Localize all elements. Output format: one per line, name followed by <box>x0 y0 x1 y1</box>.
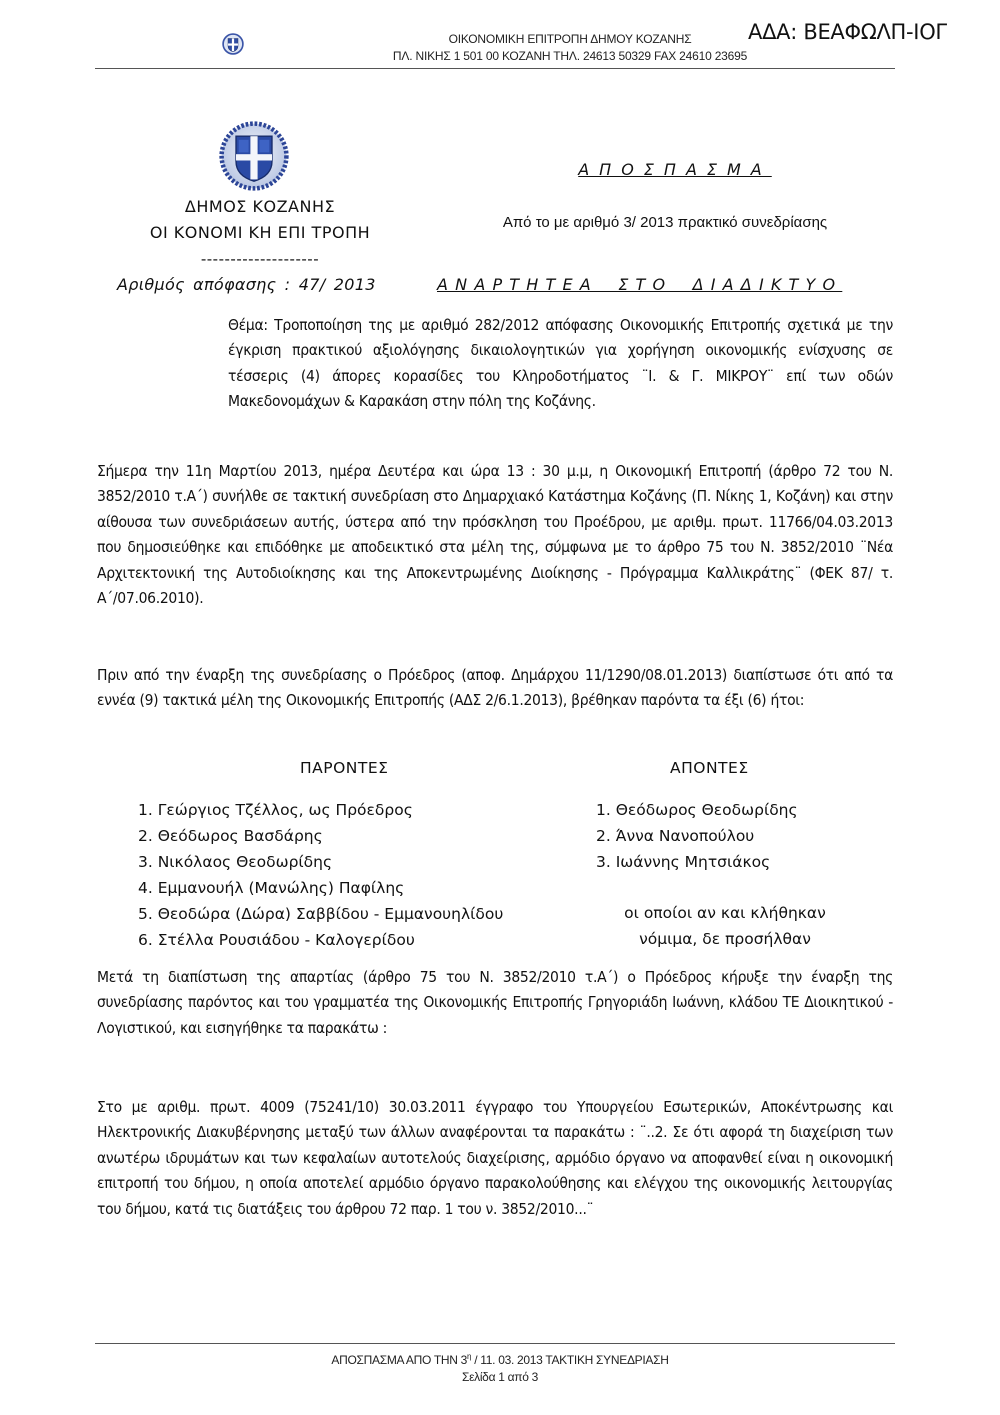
present-members-list <box>138 797 503 953</box>
separator-dashes: -------------------- <box>200 250 320 268</box>
meeting-intro-paragraph: Σήμερα την 11η Μαρτίου 2013, ημέρα Δευτέρα και ώρα 13 : 30 μ.μ, η Οικονομική Επιτροπή (άρθρο 72 του Ν. 3852/2010 τ.Α΄) συνήλθε σε τακτική συνεδρίαση στο Δημαρχιακό Κατάστημα Κοζάνης (Π. Νίκης 1, Κοζάνη) και στην αίθουσα των συνεδριάσεων αυτής, ύστερα από την πρόσκληση του Προέδρου, με αριθμ. πρωτ. 11766/04.03.2013 που δημοσιεύθηκε και επιδόθηκε με αποδεικτικό στα μέλη της, σύμφωνα με το άρθρο 75 του Ν. 3852/2010 ¨Νέα Αρχιτεκτονική της Αυτοδιοίκησης και της Αποκεντρωμένης Διοίκησης - Πρόγραμμα Καλλικράτης¨ (ΦΕΚ 87/ τ. Α΄/07.06.2010). <box>97 462 893 608</box>
page-number: Σελίδα 1 από 3 <box>461 1370 539 1384</box>
absent-note-line: νόμιμα, δε προσήλθαν <box>639 930 811 948</box>
list-item: 1. Γεώργιος Τζέλλος, ως Πρόεδρος <box>138 801 413 819</box>
page-footer <box>200 1348 800 1386</box>
session-opening-paragraph: Μετά τη διαπίστωση της απαρτίας (άρθρο 75 του Ν. 3852/2010 τ.Α΄) ο Πρόεδρος κήρυξε την έναρξη της συνεδρίασης παρόντος και του γραμματέα της Οικονομικής Επιτροπής Γρηγοριάδη Ιωάννη, κλάδου ΤΕ Διοικητικού - Λογιστικού, και εισηγήθηκε τα παρακάτω : <box>97 968 893 1037</box>
present-heading: ΠΑΡΟΝΤΕΣ <box>300 759 389 777</box>
list-item: 6. Στέλλα Ρουσιάδου - Καλογερίδου <box>138 931 415 949</box>
absent-note-line: οι οποίοι αν και κλήθηκαν <box>624 904 826 922</box>
footer-prefix: ΑΠΟΣΠΑΣΜΑ ΑΠΟ ΤΗΝ 3 <box>331 1353 468 1367</box>
minutes-reference: Από το με αριθμό 3/ 2013 πρακτικό συνεδρίασης <box>502 214 828 231</box>
header-address-line: ΠΛ. ΝΙΚΗΣ 1 501 00 ΚΟΖΑΝΗ ΤΗΛ. 24613 50329 FAX 24610 23695 <box>392 49 748 63</box>
list-item: 4. Εμμανουήλ (Μανώλης) Παφίλης <box>138 879 405 897</box>
absent-heading: ΑΠΟΝΤΕΣ <box>670 759 749 777</box>
list-item: 2. Θεόδωρος Βασδάρης <box>138 827 323 845</box>
list-item: 5. Θεοδώρα (Δώρα) Σαββίδου - Εμμανουηλίδου <box>138 905 504 923</box>
ada-code: ΑΔΑ: ΒΕΑΦΩΛΠ-ΙΟΓ <box>748 20 947 44</box>
posted-online-label: ΑΝΑΡΤΗΤΕΑ ΣΤΟ ΔΙΑΔΙΚΤΥΟ <box>437 275 843 294</box>
list-item: 1. Θεόδωρος Θεοδωρίδης <box>596 801 798 819</box>
footer-ordinal: η <box>467 1352 472 1361</box>
extract-title-text: ΑΠΟΣΠΑΣΜΑ <box>578 160 772 179</box>
extract-title <box>430 160 920 179</box>
list-item: 3. Ιωάννης Μητσιάκος <box>596 853 771 871</box>
footer-divider <box>95 1343 895 1344</box>
header-divider <box>95 68 895 69</box>
committee-name: ΟΙ ΚΟΝΟΜΙ ΚΗ ΕΠΙ ΤΡΟΠΗ <box>149 223 371 242</box>
footer-suffix: / 11. 03. 2013 ΤΑΚΤΙΚΗ ΣΥΝΕΔΡΙΑΣΗ <box>471 1353 669 1367</box>
municipality-name: ΔΗΜΟΣ ΚΟΖΑΝΗΣ <box>184 197 336 216</box>
quorum-paragraph: Πριν από την έναρξη της συνεδρίασης ο Πρόεδρος (αποφ. Δημάρχου 11/1290/08.01.2013) διαπίστωσε ότι από τα εννέα (9) τακτικά μέλη της Οικονομικής Επιτροπής (ΑΔΣ 2/6.1.2013), βρέθηκαν παρόντα τα έξι (6) ήτοι: <box>97 666 893 710</box>
footer-session-line <box>200 1348 800 1369</box>
subject-paragraph: Θέμα: Τροποποίηση της με αριθμό 282/2012 απόφασης Οικονομικής Επιτροπής σχετικά με την έγκριση πρακτικού αξιολόγησης δικαιολογητικών για χορήγηση οικονομικής ενίσχυσης σε τέσσερις (4) άπορες κορασίδες του Κληροδοτήματος ¨Ι. & Γ. ΜΙΚΡΟΥ¨ επί των οδών Μακεδονομάχων & Καρακάση στην πόλη της Κοζάνης. <box>228 316 893 411</box>
absent-note <box>580 900 870 952</box>
list-item: 3. Νικόλαος Θεοδωρίδης <box>138 853 333 871</box>
absent-members-list <box>596 797 798 875</box>
coat-of-arms-icon <box>218 120 290 192</box>
decision-number: Αριθμός απόφασης : 47/ 2013 <box>117 275 376 294</box>
header-org-line: ΟΙΚΟΝΟΜΙΚΗ ΕΠΙΤΡΟΠΗ ΔΗΜΟΥ ΚΟΖΑΝΗΣ <box>448 32 692 46</box>
coat-of-arms-icon <box>222 33 244 55</box>
list-item: 2. Άννα Νανοπούλου <box>596 827 755 845</box>
ministry-document-paragraph: Στο με αριθμ. πρωτ. 4009 (75241/10) 30.03.2011 έγγραφο του Υπουργείου Εσωτερικών, Αποκέντρωσης και Ηλεκτρονικής Διακυβέρνησης μεταξύ των άλλων αναφέρονται τα παρακάτω : ¨..2. Σε ότι αφορά τη διαχείριση των ανωτέρω ιδρυμάτων και των κεφαλαίων αυτοτελούς διαχείρισης, αρμόδιο όργανο να αποφανθεί είναι η οικονομική επιτροπή του δήμου, η οποία αποτελεί αρμόδιο όργανο παρακολούθησης και ελέγχου της οικονομικής λειτουργίας του δήμου, κατά τις διατάξεις του άρθρου 72 παρ. 1 του ν. 3852/2010...¨ <box>97 1098 893 1218</box>
